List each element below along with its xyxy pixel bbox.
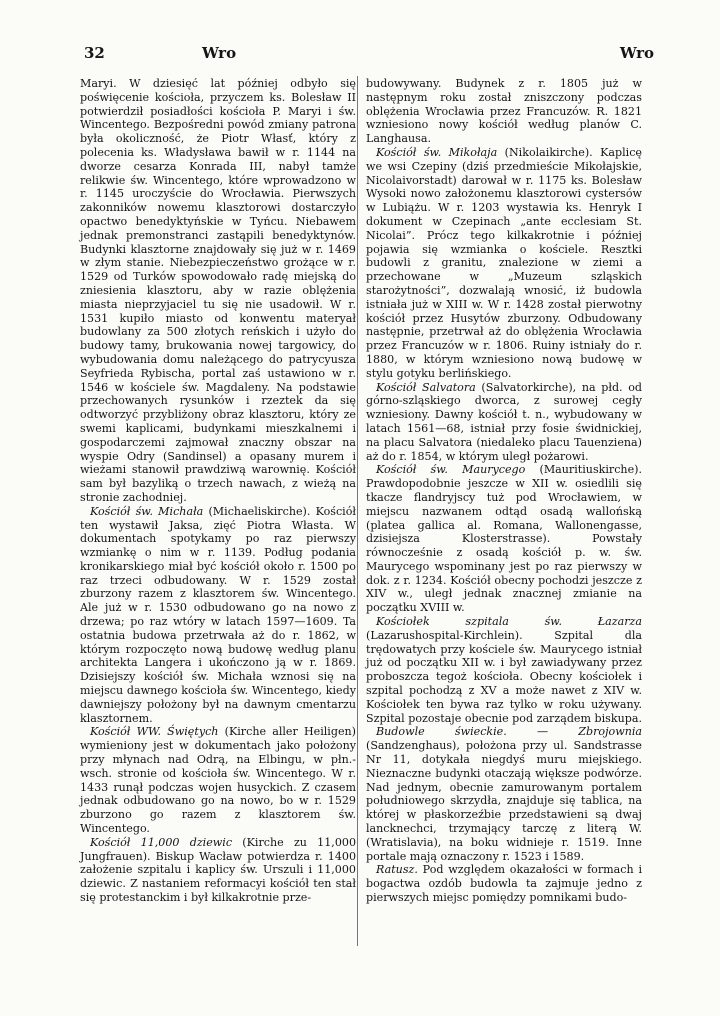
entry-text: (Kirche zu 11,000 Jungfrauen). Biskup Wacław potwierdza r. 1400 założenie szpitalu i kaplicy św. Urszuli i 11,000 dziewic. Z nastaniem reformacyi kościół ten stał się protestanckim i był kilkakrotnie prze- (80, 835, 356, 905)
paragraph-st-lazarus (366, 615, 642, 725)
page-header (84, 44, 668, 66)
entry-term: Kościół Salvatora (376, 380, 476, 394)
paragraph-st-nicholas (366, 146, 642, 381)
entry-term: Kościół WW. Świętych (90, 725, 219, 739)
right-running-head: Wro (619, 44, 654, 62)
entry-text: (Lazarushospital-Kirchlein). Szpital dla trędowatych przy kościele św. Maurycego istniał już od początku XII w. i był zawiadywany przez proboszcza tegoż kościoła. Obecny kościołek i szpital pochodzą z XV a może nawet z XIV w. Kościołek ten bywa raz tylko w roku używany. Szpital pozostaje obecnie pod zarządem biskupa. (366, 628, 642, 725)
paragraph-all-saints (80, 725, 356, 835)
paragraph-armory (366, 725, 642, 863)
entry-term: Kościół 11,000 dziewic (90, 835, 233, 849)
entry-text: (Kirche aller Heiligen) wymieniony jest w dokumentach jako położony przy młynach nad Odrą, na Elbingu, w płn.-wsch. stronie od kościoła św. Wincentego. W r. 1433 runął podczas wojen husyckich. Z czasem jednak odbudowano go na nowo, bo w r. 1529 zburzono go razem z klasztorem św. Wincentego. (80, 725, 356, 836)
entry-text: (Michaeliskirche). Kościół ten wystawił Jaksa, zięć Piotra Własta. W dokumentach spotykamy po raz pierwszy wzmiankę o nim w r. 1139. Podług podania kronikarskiego miał być kościół około r. 1500 po raz trzeci odbudowany. W r. 1529 został zburzony razem z klasztorem św. Wincentego. Ale już w r. 1530 odbudowano go na nowo z drzewa; po raz wtóry w latach 1597—1609. Ta ostatnia budowa przetrwała aż do r. 1862, w którym rozpoczęto nową budowę według planu architekta Langera i ukończono ją w r. 1869. Dzisiejszy kościół św. Michała wznosi się na miejscu dawnego kościoła św. Wincentego, kiedy dawniejszy położony był na dawnym cmentarzu klasztornem. (80, 504, 356, 725)
left-column (80, 77, 356, 905)
entry-text: Pod względem okazałości w formach i bogactwa ozdób budowla ta zajmuje jedno z pierwszych miejsc pomiędzy pomnikami budo- (366, 863, 642, 905)
paragraph-11000-virgins (80, 836, 356, 905)
column-divider (357, 76, 358, 946)
paragraph-salvator (366, 381, 642, 464)
left-running-head: Wro (202, 44, 237, 62)
paragraph-town-hall (366, 863, 642, 904)
entry-term: Kościołek szpitala św. Łazarza (376, 615, 642, 629)
entry-term: Kościół św. Michała (90, 504, 204, 518)
entry-text: (Sandzenghaus), położona przy ul. Sandstrasse Nr 11, dotykała niegdyś muru miejskiego. Nieznaczne budynki otaczają większe podwórze. Nad jednym, obecnie zamurowanym portalem południowego skrzydła, znajduje się tablica, na której w płaskorzeźbie przedstawieni są dwaj lancknechci, trzymający tarczę z literą W. (Wratislavia), na boku widnieje r. 1519. Inne portale mają oznaczony r. 1523 i 1589. (366, 739, 642, 863)
entry-text: (Mauritiuskirche). Prawdopodobnie jeszcze w XII w. osiedlili się tkacze flandryjscy tuż pod Wrocławiem, w miejscu nazwanem odtąd osadą wallońską (platea gallica al. Romana, Wallonengasse, dzisiejsza Klosterstrasse). Powstały równocześnie z osadą kościół p. w. św. Maurycego wspominany jest po raz pierwszy w dok. z r. 1234. Kościół obecny pochodzi jeszcze z XIV w., uległ jednak znacznej zmianie na początku XVIII w. (366, 463, 642, 615)
paragraph-st-vincent-continued: Maryi. W dziesięć lat później odbyło się poświęcenie kościoła, przyczem ks. Bolesław II potwierdził posiadłości kościoła P. Maryi i św. Wincentego. Bezpośredni powód zmiany patrona była okoliczność, że Piotr Własť, który z polecenia ks. Władysława bawił w r. 1144 na dworze cesarza Konrada III, nabył tamże relikwie św. Wincentego, które wprowadzono w r. 1145 uroczyście do Wrocławia. Pierwszych zakonników nowemu klasztorowi dostarczyło opactwo benedyktyńskie w Tyńcu. Niebawem jednak premonstranci zastąpili benedyktynów. Budynki klasztorne znajdowały się już w r. 1469 w złym stanie. Niebezpieczeństwo grożące w r. 1529 od Turków spowodowało radę miejską do zniesienia klasztoru, aby w razie oblężenia miasta nieprzyjaciel tu się nie usadowił. W r. 1531 kupiło miasto od konwentu materyał budowlany za 500 złotych reńskich i użyło do budowy tamy, brukowania nowej targowicy, do wybudowania domu należącego do patrycyusza Seyfrieda Rybischa, portal zaś ustawiono w r. 1546 w kościele św. Magdaleny. Na podstawie przechowanych rysunków i rzeztek da się odtworzyć przybliżony obraz klasztoru, który ze swemi kaplicami, budynkami mieszkalnemi i gospodarczemi zajmował znaczny obszar na wyspie Odry (Sandinsel) a opasany murem i wieżami stanowił prawdziwą warownię. Kościół sam był bazyliką o trzech nawach, z wieżą na stronie zachodniej. (80, 77, 356, 504)
entry-term: Kościół św. Maurycego (376, 463, 526, 477)
entry-term: Ratusz. (376, 863, 418, 877)
entry-text: (Nikolaikirche). Kaplicę we wsi Czepiny (dziś przedmieście Mikołajskie, Nicolaivorstadt) darował w r. 1175 ks. Bolesław Wysoki nowo założonemu klasztorowi cystersów w Lubiążu. W r. 1203 wystawia ks. Henryk I dokument w Czepinach „ante ecclesiam St. Nicolai”. Prócz tego kilkakrotnie i później pojawia się wzmianka o kościele. Resztki budowli z granitu, znalezione w ziemi a przechowane w „Muzeum szląskich starożytności”, dozwalają wnosić, iż budowla istniała już w XIII w. W r. 1428 został pierwotny kościół przez Husytów zburzony. Odbudowany następnie, przetrwał aż do oblężenia Wrocławia przez Francuzów w r. 1806. Ruiny istniały do r. 1880, w którym wzniesiono nową budowę w stylu gotyku berlińskiego. (366, 145, 642, 380)
entry-text: (Salvatorkirche), na płd. od górno-szląskiego dworca, z surowej cegły wzniesiony. Dawny kościół t. n., wybudowany w latach 1561—68, istniał przy fosie świdnickiej, na placu Salvatora (niedaleko placu Tauenziena) aż do r. 1854, w którym uległ pożarowi. (366, 380, 643, 463)
paragraph-st-maurice (366, 463, 642, 615)
paragraph-11000-virgins-continued: budowywany. Budynek z r. 1805 już w następnym roku został zniszczony podczas oblężenia Wrocławia przez Francuzów. R. 1821 wzniesiono nowy kościół według planów C. Langhausa. (366, 77, 642, 146)
right-column (366, 77, 642, 905)
paragraph-st-michael (80, 505, 356, 726)
entry-term: Kościół św. Mikołaja (376, 145, 498, 159)
entry-term: Budowle świeckie. — Zbrojownia (376, 725, 642, 739)
page-number: 32 (84, 44, 105, 62)
